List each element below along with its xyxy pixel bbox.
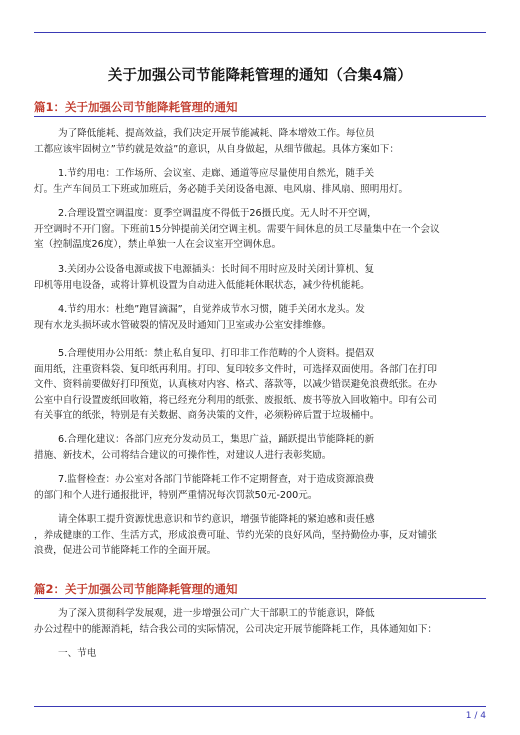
paragraph-line: 3.关闭办公设备电源或拔下电源插头：长时间不用时应及时关闭计算机、复 xyxy=(58,264,375,275)
paragraph-line: 请全体职工提升资源忧患意识和节约意识，增强节能降耗的紧迫感和责任感 xyxy=(58,514,375,525)
section2-paragraph xyxy=(34,646,486,662)
paragraph-line: 面用纸，注重资料袋、复印纸再利用。打印、复印较多文件时，可选择双面使用。各部门在打印 xyxy=(34,363,437,375)
paragraph-line: 印机等用电设备，或将计算机设置为自动进入低能耗休眠状态，减少待机能耗。 xyxy=(34,279,370,291)
paragraph-line: 一、节电 xyxy=(58,648,97,659)
section2-paragraph xyxy=(34,606,486,637)
paragraph-line: 7.监督检查：办公室对各部门节能降耗工作不定期督查，对于造成资源浪费 xyxy=(58,474,375,485)
paragraph-line: 为了降低能耗、提高效益，我们决定开展节能减耗、降本增效工作。每位员 xyxy=(58,128,375,139)
paragraph-line: 2.合理设置空调温度：夏季空调温度不得低于26摄氏度。无人时不开空调， xyxy=(58,208,377,219)
section-2-rule xyxy=(34,598,486,599)
paragraph-line: 开空调时不开门窗。下班前15分钟提前关闭空调主机。需要午间休息的员工尽量集中在一个会议 xyxy=(34,223,440,235)
paragraph-line: 室（控制温度26度），禁止单独一人在会议室开空调休息。 xyxy=(34,239,282,251)
paragraph-line: 公室中自行设置废纸回收箱，将已经充分利用的纸张、废报纸、废书等放入回收箱中。印有公司 xyxy=(34,394,437,406)
paragraph-line: 有关事宜的纸张，特别是有关数据、商务决策的文件，必须粉碎后置于垃圾桶中。 xyxy=(34,410,380,422)
paragraph-line: 工都应该牢固树立”节约就是效益”的意识，从自身做起，从细节做起。具体方案如下： xyxy=(34,143,399,155)
paragraph-line: 为了深入贯彻科学发展观，进一步增强公司广大干部职工的节能意识，降低 xyxy=(58,608,375,619)
section-1-heading: 篇1：关于加强公司节能降耗管理的通知 xyxy=(34,100,238,114)
paragraph-line: 浪费，促进公司节能降耗工作的全面开展。 xyxy=(34,545,217,557)
section1-paragraph xyxy=(34,166,486,197)
section1-paragraph xyxy=(34,346,486,424)
section-2-heading: 篇2：关于加强公司节能降耗管理的通知 xyxy=(34,582,238,596)
paragraph-line: 的部门和个人进行通报批评，特别严重情况每次罚款50元-200元。 xyxy=(34,489,318,501)
section1-paragraph xyxy=(34,126,486,157)
paragraph-line: ，养成健康的工作、生活方式，形成浪费可耻、节约光荣的良好风尚，坚持勤俭办事，反对铺张 xyxy=(34,529,437,541)
paragraph-line: 灯。生产车间员工下班或加班后，务必随手关闭设备电源、电风扇、排风扇、照明用灯。 xyxy=(34,183,409,195)
paragraph-line: 办公过程中的能源消耗，结合我公司的实际情况，公司决定开展节能降耗工作，具体通知如下： xyxy=(34,623,437,635)
paragraph-line: 现有水龙头损坏或水管破裂的情况及时通知门卫室或办公室安排维修。 xyxy=(34,319,332,331)
section1-paragraph xyxy=(34,432,486,463)
paragraph-line: 5.合理使用办公用纸：禁止私自复印、打印非工作范畴的个人资料。提倡双 xyxy=(58,348,375,359)
section1-paragraph xyxy=(34,262,486,293)
paragraph-line: 措施、新技术，公司将结合建议的可操作性，对建议人进行表彰奖励。 xyxy=(34,449,332,461)
paragraph-line: 文件、资料前要做好打印预览，认真核对内容、格式、落款等，以减少错误避免浪费纸张。在办 xyxy=(34,379,437,391)
page-indicator: 1 / 4 xyxy=(465,711,486,721)
section-1-rule xyxy=(34,116,486,117)
paragraph-line: 1.节约用电：工作场所、会议室、走廊、通道等应尽量使用自然光，随手关 xyxy=(58,168,375,179)
document-title: 关于加强公司节能降耗管理的通知（合集4篇） xyxy=(107,68,413,84)
header-rule xyxy=(34,32,486,33)
section1-paragraph xyxy=(34,472,486,503)
paragraph-line: 4.节约用水：杜绝”跑冒滴漏”，自觉养成节水习惯，随手关闭水龙头。发 xyxy=(58,304,365,315)
footer-rule xyxy=(34,706,486,707)
section1-paragraph xyxy=(34,206,486,253)
section1-paragraph xyxy=(34,302,486,333)
paragraph-line: 6.合理化建议：各部门应充分发动员工，集思广益，踊跃提出节能降耗的新 xyxy=(58,434,375,445)
section1-paragraph xyxy=(34,512,486,559)
